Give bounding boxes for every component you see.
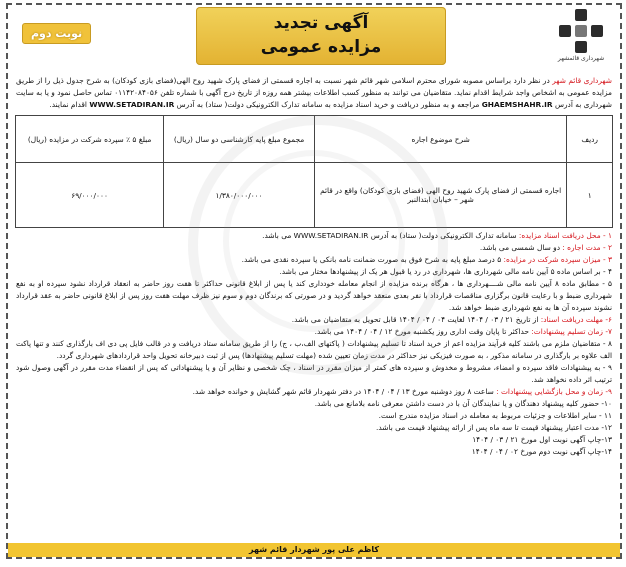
cell-row-number: ۱: [567, 163, 613, 228]
header-deposit: مبلغ ۵ ٪ سپرده شرکت در مزایده (ریال): [16, 116, 164, 163]
notice-header: [8, 5, 620, 75]
condition-label: ۲ - مدت اجاره :: [562, 243, 612, 252]
condition-label: ۷- زمان تسلیم پیشنهادات:: [531, 327, 612, 336]
title-line-1: آگهی تجدید: [273, 13, 369, 33]
table-row: [16, 163, 613, 228]
header-row-number: ردیف: [567, 116, 613, 163]
signature-strip: کاظم علی پور شهردار قائم شهر: [8, 543, 620, 557]
condition-label: ۳ - میزان سپرده شرکت در مزایده:: [503, 255, 612, 264]
list-item: [16, 278, 612, 314]
auction-table-header: [16, 116, 613, 163]
condition-text: ۱۳-چاپ آگهی نوبت اول مورخ ۲۱ / ۰۳ / ۱۴۰۴: [472, 435, 612, 444]
list-item: [16, 266, 612, 278]
condition-text: ۸ - متقاضیان ملزم می باشند کلیه فرآیند مزایده اعم از خرید اسناد تا تسلیم پیشنهادات ( پاکتهای الف،ب ، ج) را از طریق سامانه ستاد دریافت و در قالب فایل پی دی اف بارگذاری کنند و تنها پاکت الف علاوه بر بارگذاری در سامانه مذکور ، به صورت فیزیکی نیز حداکثر در مدت زمان تعیین شده (مهلت تسلیم پیشنهادها) پس از ثبت دبیرخانه تحویل واحد قراردادهای شهرداری گردد.: [16, 339, 612, 360]
list-item: [16, 398, 612, 410]
setad-website-link[interactable]: WWW.SETADIRAN.IR: [89, 100, 175, 109]
municipality-website-link[interactable]: GHAEMSHAHR.IR: [481, 100, 553, 109]
intro-text-2: مراجعه و به منظور دریافت و خرید اسناد مزایده به سامانه تدارک الکترونیکی دولت( ستاد) به آدرس: [174, 100, 482, 109]
list-item: [16, 338, 612, 362]
condition-text: دو سال شمسی می باشد.: [479, 243, 563, 252]
list-item: [16, 230, 612, 242]
condition-text: حداکثر تا پایان وقت اداری روز یکشنبه مورخ ۱۲ / ۰۴ / ۱۴۰۴ می باشد.: [314, 327, 532, 336]
condition-text: از تاریخ ۲۱ / ۰۳ / ۱۴۰۴ لغایت ۰۴ / ۰۴ / ۱۴۰۴ قابل تحویل به متقاضیان می باشد.: [291, 315, 541, 324]
logo-mark-icon: [559, 9, 603, 53]
condition-label: ۱ - محل دریافت اسناد مزایده:: [518, 231, 612, 240]
intro-text-1: در نظر دارد براساس مصوبه شورای محترم اسلامی شهر قائم شهر نسبت به اجاره قسمتی از فضای پارک شهید روح الهی(فضای بازی کودکان) به شرح جدول ذیل را از طریق مزایده عمومی به اشخاص واجد شرایط اقدام نماید. متقاضیان می توانند به منظور کسب اطلاعات بیشتر همه روزه از تاریخ درج آگهی با شماره تلفن ۰۱۱۴۲۰۸۴۰۵۶ تماس حاصل نمود و یا به سایت شهرداری به آدرس: [16, 76, 612, 109]
list-item: [16, 314, 612, 326]
list-item: [16, 254, 612, 266]
list-item: [16, 446, 612, 458]
condition-text: ۵ درصد مبلغ پایه به شرح فوق به صورت ضمانت نامه بانکی یا سپرده نقدی می باشد.: [241, 255, 504, 264]
title-banner: [196, 7, 446, 65]
list-item: [16, 434, 612, 446]
municipality-logo: [550, 9, 612, 62]
list-item: [16, 422, 612, 434]
title-line-2: مزایده عمومی: [260, 37, 382, 57]
condition-text: ساعت ۸ روز دوشنبه مورخ ۱۳ / ۰۴ / ۱۴۰۴ در دفتر شهردار قائم شهر گشایش و خوانده خواهد شد.: [192, 387, 497, 396]
list-item: [16, 326, 612, 338]
round-badge: نوبت دوم: [22, 23, 91, 44]
condition-text: ۱۴-چاپ آگهی نوبت دوم مورخ ۰۲ / ۰۴ / ۱۴۰۴: [471, 447, 612, 456]
notice-page: [6, 3, 622, 559]
list-item: [16, 410, 612, 422]
intro-text-3: اقدام نمایند.: [49, 100, 90, 109]
conditions-list: [8, 230, 620, 458]
condition-label: ۶- مهلت دریافت اسناد:: [540, 315, 612, 324]
header-base-price: مجموع مبلغ پایه کارشناسی دو سال (ریال): [164, 116, 315, 163]
list-item: [16, 362, 612, 386]
condition-text: ۱۱ - سایر اطلاعات و جزئیات مربوط به معامله در اسناد مزایده مندرج است.: [378, 411, 612, 420]
intro-lead: شهرداری قائم شهر: [552, 76, 612, 85]
cell-deposit: ۶۹/۰۰۰/۰۰۰: [16, 163, 164, 228]
condition-text: ۴ - بر اساس ماده ۵ آیین نامه مالی شهرداری ها، شهرداری در رد یا قبول هر یک از پیشنهادها مختار می باشد.: [279, 267, 612, 276]
cell-subject: اجاره قسمتی از فضای پارک شهید روح الهی (فضای بازی کودکان) واقع در قائم شهر – خیابان ابتدالنبر: [314, 163, 567, 228]
logo-caption: شهرداری قائمشهر: [557, 55, 605, 62]
condition-label: ۹- زمان و محل بازگشایی پیشنهادات :: [496, 387, 612, 396]
condition-text: سامانه تدارک الکترونیکی دولت( ستاد) به آدرس WWW.SETADIRAN.IR می باشد.: [262, 231, 519, 240]
auction-table: [15, 115, 613, 228]
list-item: [16, 242, 612, 254]
condition-text: ۱۰- حضور کلیه پیشنهاد دهندگان و یا نمایندگان آن با در دست داشتن معرفی نامه بلامانع می باشد.: [314, 399, 612, 408]
list-item: [16, 386, 612, 398]
header-subject: شرح موضوع اجاره: [314, 116, 567, 163]
condition-text: ۱۲- مدت اعتبار پیشنهاد قیمت تا سه ماه پس از ارائه پیشنهاد قیمت می باشد.: [376, 423, 612, 432]
condition-text: ۹ - به پیشنهادات فاقد سپرده و امضاء، مشروط و مخدوش و سپرده های کمتر از میزان مقرر در اسناد ، چک شخصی و نظایر آن و یا پیشنهاداتی که پس از انقضاء مدت مقرر در آگهی وصول شود ترتیب اثر داده نخواهد شد.: [16, 363, 612, 384]
intro-paragraph: [8, 75, 620, 111]
cell-base-price: ۱/۳۸۰/۰۰۰/۰۰۰: [164, 163, 315, 228]
condition-text: ۵ - مطابق ماده ۸ آیین نامه مالی شــــهرداری ها ، هرگاه برنده مزایده از انجام معامله خودداری کند یا پس از ابلاغ قانونی حداکثر تا هفت روز حاضر به انعقاد قرارداد نشود سپرده او به نفع شهرداری ضبط و با رعایت قانون برگزاری مناقصات قرارداد با نفر بعدی منعقد خواهد گردید و در صورتی که برندگان دوم و سوم نیز ظرف مهلت هفت روز پس از ابلاغ قانونی حاضر به عقد قرارداد نشوند سپرده آن ها به نفع شهرداری ضبط خواهد شد.: [16, 279, 612, 312]
